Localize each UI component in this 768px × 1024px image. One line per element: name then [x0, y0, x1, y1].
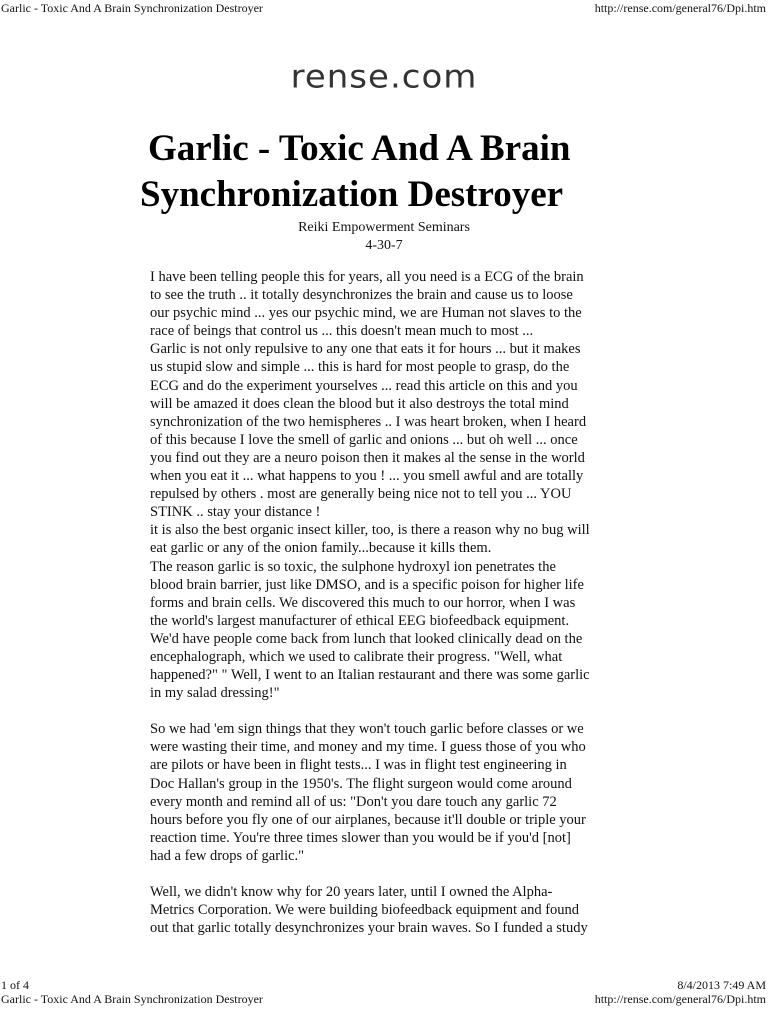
- article-body: [150, 268, 630, 937]
- article-text-line: reaction time. You're three times slower than you would be if you'd [not]: [150, 829, 571, 846]
- article-text-line: ECG and do the experiment yourselves ... read this article on this and you: [150, 377, 578, 394]
- article-text-line: Doc Hallan's group in the 1950's. The flight surgeon would come around: [150, 775, 572, 792]
- article-text-line: were wasting their time, and money and my time. I guess those of you who: [150, 739, 586, 756]
- article-title-line-2: Synchronization Destroyer: [140, 174, 564, 215]
- article-text-line: of this because I love the smell of garlic and onions ... but oh well ... once: [150, 431, 578, 448]
- article-text-line: happened?" " Well, I went to an Italian restaurant and there was some garlic: [150, 667, 590, 684]
- article-text-line: Metrics Corporation. We were building biofeedback equipment and found: [150, 902, 580, 919]
- print-header-url[interactable]: http://rense.com/general76/Dpi.htm: [594, 1, 766, 15]
- article-text-line: had a few drops of garlic.": [150, 847, 305, 864]
- footer-title: Garlic - Toxic And A Brain Synchronization Destroyer: [1, 992, 263, 1006]
- article-byline: Reiki Empowerment Seminars: [298, 220, 470, 235]
- article-text-line: encephalograph, which we used to calibrate their progress. "Well, what: [150, 648, 563, 665]
- print-header-title: Garlic - Toxic And A Brain Synchronization Destroyer: [1, 1, 263, 15]
- article-text-line: blood brain barrier, just like DMSO, and is a specific poison for higher life: [150, 576, 584, 593]
- article-text-line: will be amazed it does clean the blood but it also destroys the total mind: [150, 395, 569, 412]
- article-paragraph: [150, 883, 630, 937]
- article-text-line: synchronization of the two hemispheres .. I was heart broken, when I heard: [150, 413, 587, 430]
- article-text-line: I have been telling people this for years, all you need is a ECG of the brain: [150, 269, 584, 285]
- article-text-line: our psychic mind ... yes our psychic mind, we are Human not slaves to the: [150, 305, 582, 322]
- article-text-line: Garlic is not only repulsive to any one that eats it for hours ... but it makes: [150, 341, 581, 358]
- article-text-line: in my salad dressing!": [150, 685, 280, 702]
- article-text-line: We'd have people come back from lunch that looked clinically dead on the: [150, 630, 583, 647]
- article-text-line: are pilots or have been in flight tests... I was in flight test engineering in: [150, 757, 567, 774]
- article-text-line: forms and brain cells. We discovered this much to our horror, when I was: [150, 594, 576, 611]
- article-text-line: So we had 'em sign things that they won't touch garlic before classes or we: [150, 721, 584, 738]
- article-text-line: every month and remind all of us: "Don't you dare touch any garlic 72: [150, 793, 557, 810]
- footer-page-number: 1 of 4: [1, 978, 29, 992]
- article-text-line: you find out they are a neuro poison then it makes al the sense in the world: [150, 449, 585, 466]
- article-text-line: The reason garlic is so toxic, the sulphone hydroxyl ion penetrates the: [150, 558, 556, 575]
- article-meta: [0, 219, 768, 255]
- article-text-line: to see the truth .. it totally desynchronizes the brain and cause us to loose: [150, 287, 573, 304]
- footer-url[interactable]: http://rense.com/general76/Dpi.htm: [594, 992, 766, 1006]
- article-text-line: repulsed by others . most are generally being nice not to tell you ... YOU: [150, 486, 572, 503]
- article-text-line: eat garlic or any of the onion family...because it kills them.: [150, 540, 492, 557]
- article-title-line-1: Garlic - Toxic And A Brain: [148, 128, 571, 169]
- site-logo-text: rense.com: [290, 58, 478, 96]
- article-paragraph: [150, 268, 630, 702]
- article-title: [140, 126, 660, 218]
- footer-datetime: 8/4/2013 7:49 AM: [677, 978, 766, 992]
- article-paragraph: [150, 720, 630, 865]
- article-date: 4-30-7: [365, 238, 403, 253]
- article-text-line: when you eat it ... what happens to you ! ... you smell awful and are totally: [150, 468, 584, 485]
- article-text-line: hours before you fly one of our airplanes, because it'll double or triple your: [150, 811, 586, 828]
- article-text-line: Well, we didn't know why for 20 years later, until I owned the Alpha-: [150, 884, 553, 900]
- article-text-line: out that garlic totally desynchronizes your brain waves. So I funded a study: [150, 920, 588, 937]
- article-text-line: us stupid slow and simple ... this is hard for most people to grasp, do the: [150, 359, 570, 376]
- article-text-line: race of beings that control us ... this doesn't mean much to most ...: [150, 323, 534, 340]
- article-text-line: the world's largest manufacturer of ethical EEG biofeedback equipment.: [150, 612, 570, 629]
- site-logo[interactable]: [0, 57, 768, 97]
- article-text-line: it is also the best organic insect killer, too, is there a reason why no bug will: [150, 522, 590, 539]
- article-text-line: STINK .. stay your distance !: [150, 504, 321, 521]
